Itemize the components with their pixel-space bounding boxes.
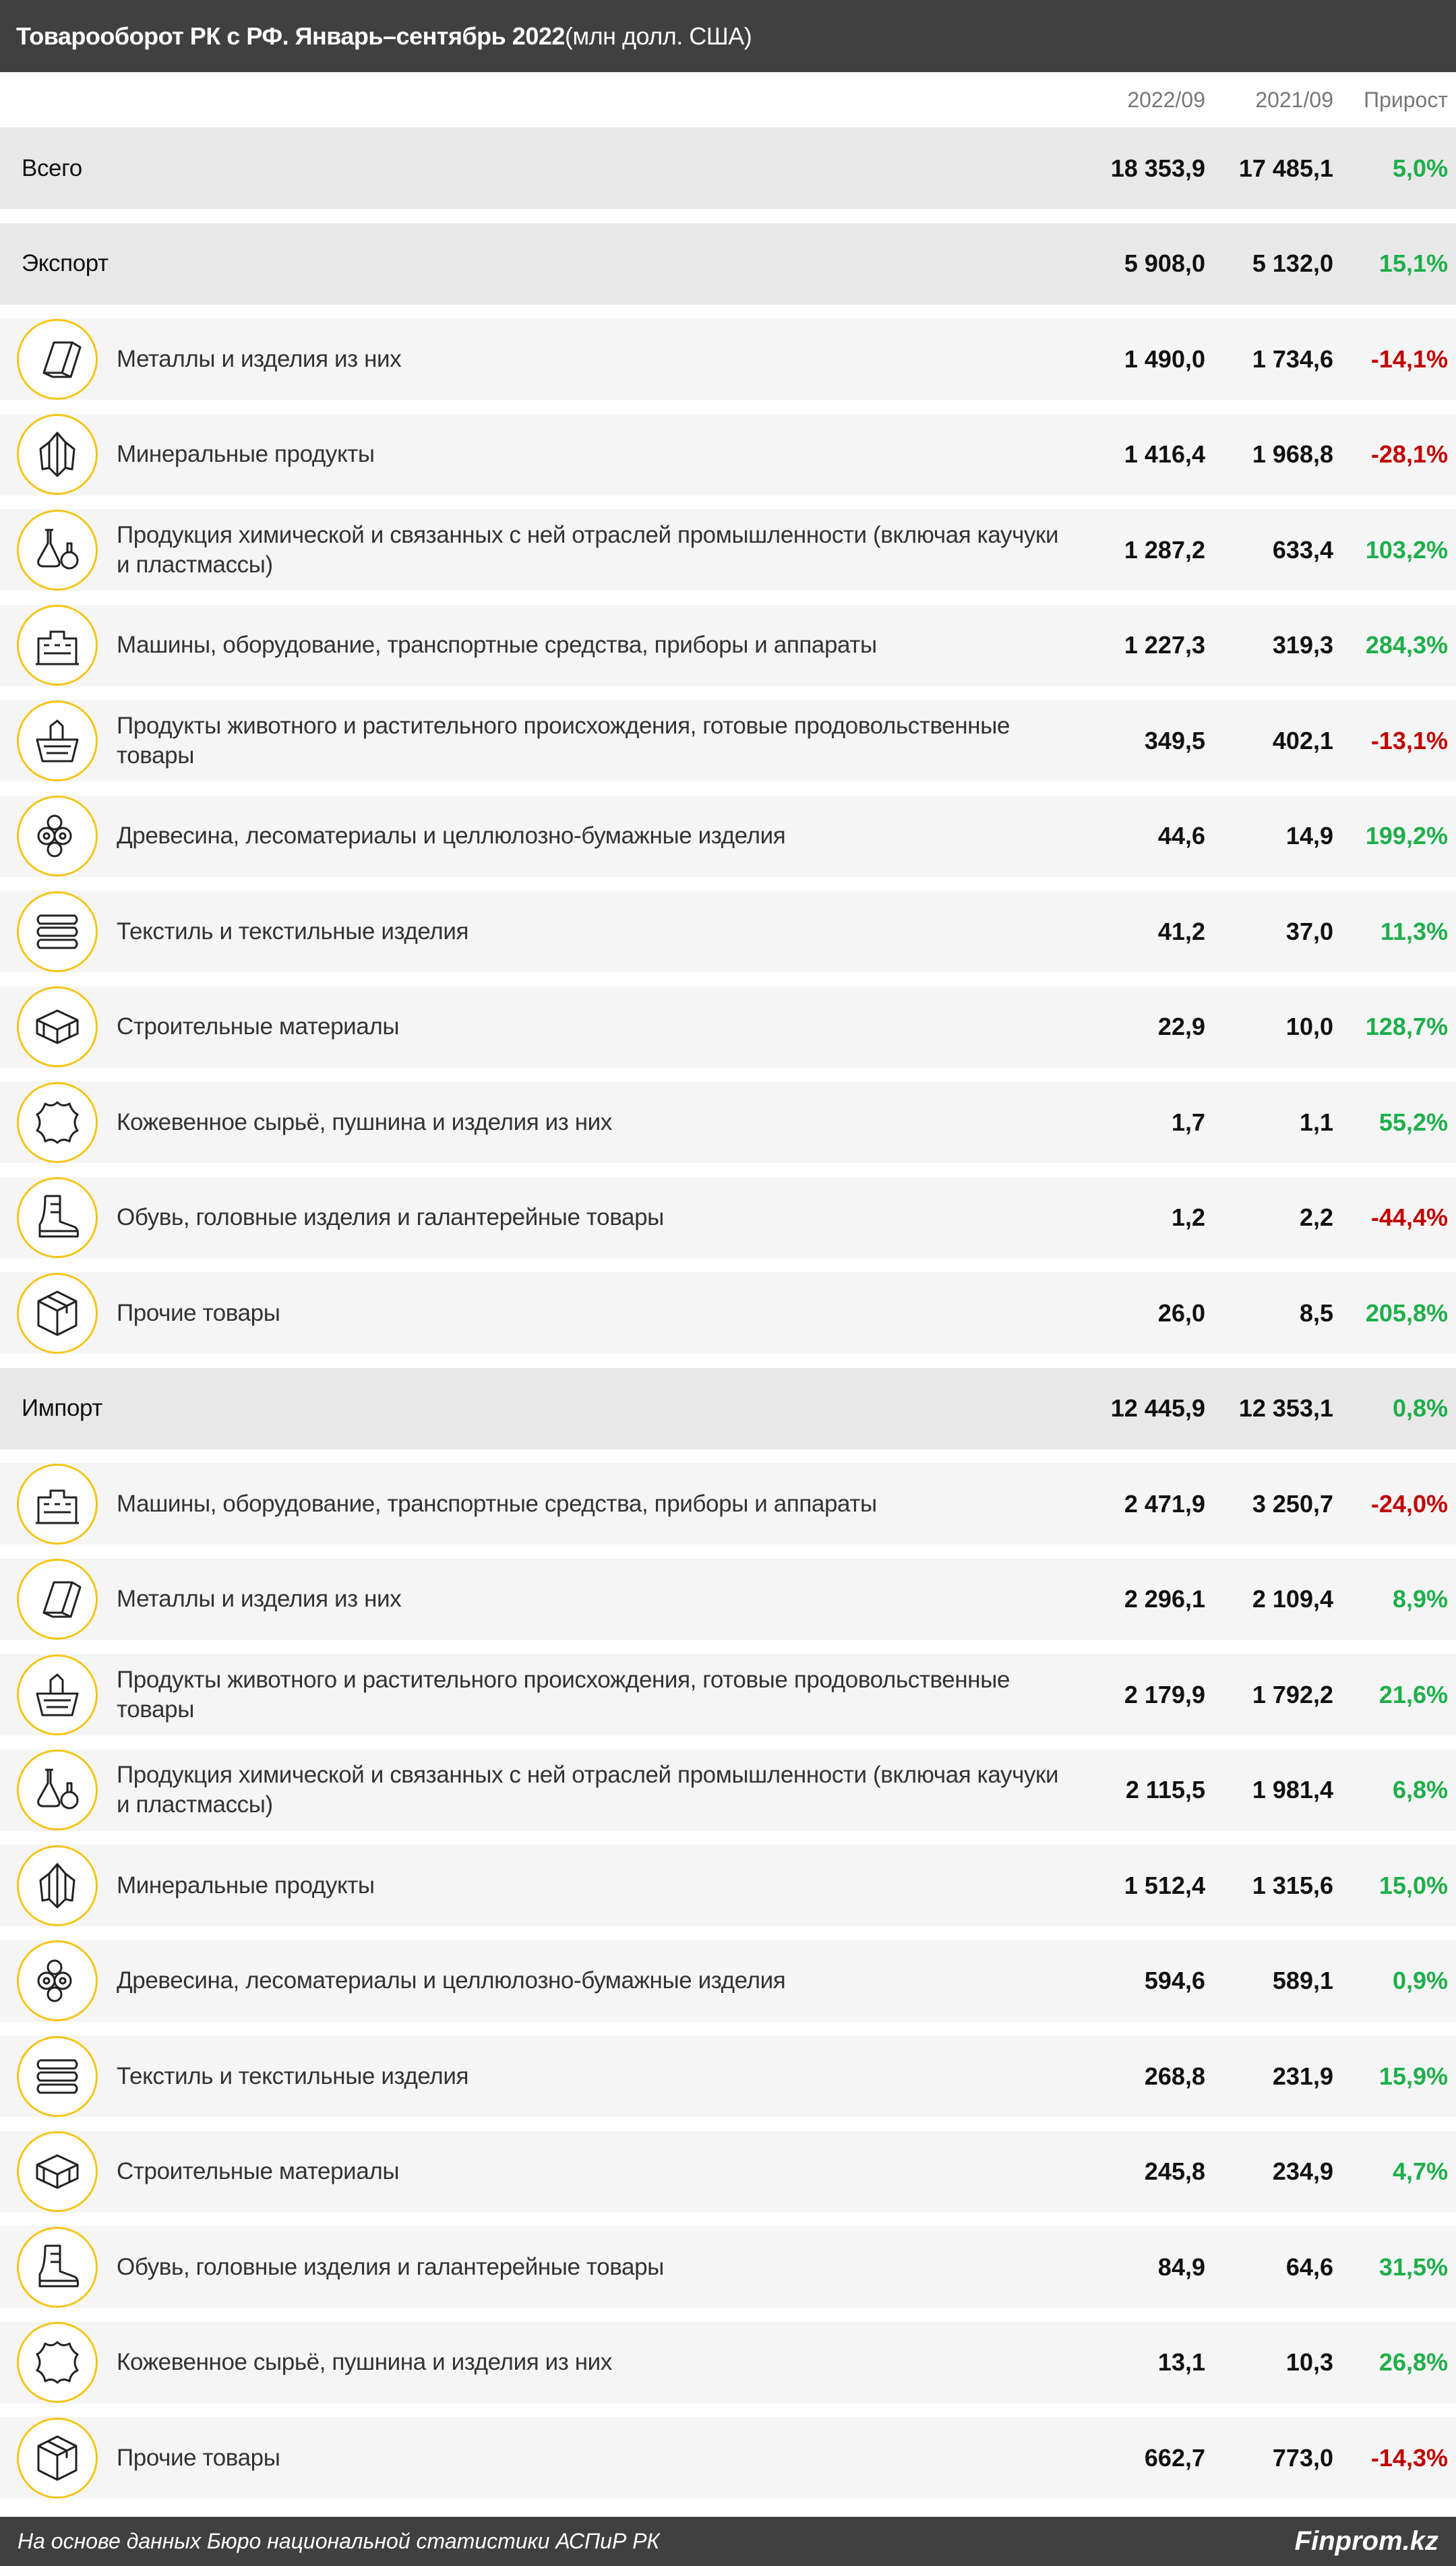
title-units: (млн долл. США) <box>564 22 752 50</box>
row-label: Строительные материалы <box>117 2158 400 2184</box>
growth-value: 6,8% <box>1392 1776 1448 1803</box>
value-2021: 231,9 <box>1272 2062 1333 2090</box>
source-note: На основе данных Бюро национальной статистики АСПиР РК <box>18 2529 660 2553</box>
value-2022: 2 115,5 <box>1125 1776 1205 1803</box>
chemistry-flask-icon <box>17 1750 98 1830</box>
growth-value: 4,7% <box>1392 2157 1448 2185</box>
group-row <box>0 223 1456 305</box>
brick-icon <box>17 986 98 1067</box>
value-2021: 17 485,1 <box>1238 154 1333 182</box>
leather-hide-icon <box>17 2322 98 2403</box>
value-2022: 349,5 <box>1144 726 1205 754</box>
growth-value: 55,2% <box>1378 1108 1448 1136</box>
value-2022: 1 490,0 <box>1124 345 1205 373</box>
value-2022: 1 287,2 <box>1124 535 1205 564</box>
value-2021: 64,6 <box>1285 2252 1333 2281</box>
col-2022: 2022/09 <box>1127 87 1205 112</box>
growth-value: 15,9% <box>1378 2062 1448 2090</box>
value-2022: 5 908,0 <box>1124 249 1205 277</box>
growth-value: 0,9% <box>1392 1967 1448 1994</box>
table-row <box>0 1654 1456 1735</box>
value-2022: 2 179,9 <box>1124 1680 1205 1708</box>
growth-value: 21,6% <box>1378 1680 1448 1708</box>
growth-value: 15,1% <box>1378 249 1448 277</box>
col-2021: 2021/09 <box>1255 87 1333 112</box>
value-2021: 402,1 <box>1272 726 1333 754</box>
row-label: Продукция химической и связанных с ней отраслей промышленности (включая каучуки и пластмассы) <box>117 521 1059 578</box>
table-row <box>0 1272 1456 1354</box>
footer <box>0 2517 1456 2566</box>
wood-logs-icon <box>17 1940 98 2021</box>
table-header <box>0 72 1456 127</box>
value-2022: 12 445,9 <box>1110 1394 1205 1422</box>
machinery-icon <box>17 605 98 686</box>
value-2021: 773,0 <box>1272 2443 1333 2472</box>
value-2022: 18 353,9 <box>1110 154 1205 182</box>
value-2021: 1 315,6 <box>1252 1871 1333 1899</box>
value-2021: 319,3 <box>1272 631 1333 659</box>
table-row <box>0 1845 1456 1926</box>
table-row <box>0 1750 1456 1831</box>
value-2022: 22,9 <box>1157 1013 1205 1040</box>
value-2022: 2 296,1 <box>1124 1585 1205 1613</box>
growth-value: 199,2% <box>1365 822 1448 849</box>
box-icon <box>17 1273 98 1354</box>
food-basket-icon <box>17 700 98 781</box>
box-icon <box>17 2418 98 2499</box>
value-2021: 14,9 <box>1285 822 1333 849</box>
table-row <box>0 2417 1456 2499</box>
value-2021: 12 353,1 <box>1238 1394 1333 1422</box>
metal-ingot-icon <box>17 1559 98 1640</box>
growth-value: 205,8% <box>1365 1299 1448 1327</box>
row-label: Древесина, лесоматериалы и целлюлозно-бумажные изделия <box>117 823 786 849</box>
value-2022: 84,9 <box>1157 2252 1205 2281</box>
machinery-icon <box>17 1464 98 1545</box>
table-row <box>0 796 1456 877</box>
table-row <box>0 1559 1456 1640</box>
value-2021: 633,4 <box>1272 535 1333 564</box>
table-row <box>0 891 1456 972</box>
value-2021: 2 109,4 <box>1252 1585 1333 1613</box>
growth-value: -14,3% <box>1370 2443 1448 2472</box>
value-2021: 37,0 <box>1285 917 1333 945</box>
growth-value: 11,3% <box>1380 917 1448 945</box>
row-label: Кожевенное сырьё, пушнина и изделия из них <box>117 2349 612 2375</box>
col-growth: Прирост <box>1364 87 1448 112</box>
row-label: Машины, оборудование, транспортные средства, приборы и аппараты <box>117 632 877 658</box>
value-2022: 1 416,4 <box>1124 440 1205 468</box>
value-2022: 245,8 <box>1144 2157 1205 2185</box>
growth-value: 128,7% <box>1365 1013 1448 1040</box>
brand-logo: Finprom.kz <box>1294 2526 1438 2556</box>
value-2022: 41,2 <box>1157 917 1205 945</box>
row-label: Древесина, лесоматериалы и целлюлозно-бумажные изделия <box>117 1967 786 1994</box>
row-label: Текстиль и текстильные изделия <box>117 918 469 945</box>
value-2022: 44,6 <box>1157 822 1205 849</box>
table-row <box>0 1940 1456 2022</box>
value-2022: 13,1 <box>1157 2348 1205 2376</box>
row-label: Минеральные продукты <box>117 441 375 467</box>
value-2022: 1,7 <box>1171 1108 1205 1136</box>
row-label: Продукты животного и растительного происхождения, готовые продовольственные товары <box>117 712 1010 769</box>
textile-stack-icon <box>17 2036 98 2117</box>
table-row <box>0 2226 1456 2308</box>
table-row <box>0 1081 1456 1163</box>
group-row <box>0 1368 1456 1450</box>
growth-value: -24,0% <box>1370 1489 1448 1518</box>
table-row <box>0 1463 1456 1545</box>
row-label: Прочие товары <box>117 2444 280 2471</box>
value-2021: 234,9 <box>1272 2157 1333 2185</box>
row-label: Металлы и изделия из них <box>117 1586 402 1612</box>
value-2021: 3 250,7 <box>1252 1489 1333 1518</box>
group-row <box>0 127 1456 209</box>
table-row <box>0 509 1456 591</box>
table-row <box>0 1177 1456 1259</box>
chemistry-flask-icon <box>17 510 98 591</box>
value-2021: 2,2 <box>1299 1203 1333 1231</box>
table-row <box>0 414 1456 496</box>
table-row <box>0 700 1456 781</box>
brick-icon <box>17 2131 98 2212</box>
row-label: Прочие товары <box>117 1299 280 1326</box>
growth-value: 8,9% <box>1392 1585 1448 1613</box>
row-label: Экспорт <box>22 250 109 276</box>
row-label: Продукция химической и связанных с ней отраслей промышленности (включая каучуки и пластмассы) <box>117 1762 1059 1818</box>
growth-value: 103,2% <box>1365 535 1448 564</box>
value-2022: 1 512,4 <box>1124 1871 1205 1899</box>
row-label: Кожевенное сырьё, пушнина и изделия из них <box>117 1108 612 1135</box>
growth-value: 284,3% <box>1365 631 1448 659</box>
row-label: Всего <box>22 154 82 181</box>
crystal-icon <box>17 414 98 495</box>
table-row <box>0 986 1456 1068</box>
value-2021: 1 981,4 <box>1252 1776 1333 1803</box>
value-2022: 268,8 <box>1144 2062 1205 2090</box>
metal-ingot-icon <box>17 319 98 400</box>
page-title <box>0 0 1456 72</box>
title-main: Товарооборот РК с РФ. Январь–сентябрь 2022 <box>16 22 565 50</box>
food-basket-icon <box>17 1654 98 1735</box>
value-2021: 1,1 <box>1299 1108 1333 1136</box>
table-row <box>0 605 1456 686</box>
table-body <box>0 127 1456 2499</box>
value-2022: 1 227,3 <box>1124 631 1205 659</box>
value-2022: 594,6 <box>1144 1967 1205 1994</box>
value-2021: 1 792,2 <box>1252 1680 1333 1708</box>
value-2021: 10,3 <box>1285 2348 1333 2376</box>
textile-stack-icon <box>17 891 98 972</box>
table-row <box>0 2131 1456 2213</box>
growth-value: -28,1% <box>1370 440 1448 468</box>
value-2022: 2 471,9 <box>1124 1489 1205 1518</box>
value-2021: 1 734,6 <box>1252 345 1333 373</box>
growth-value: 26,8% <box>1378 2348 1448 2376</box>
boot-icon <box>17 1177 98 1258</box>
growth-value: 31,5% <box>1378 2252 1448 2281</box>
table-row <box>0 2322 1456 2404</box>
value-2021: 1 968,8 <box>1252 440 1333 468</box>
value-2021: 5 132,0 <box>1252 249 1333 277</box>
row-label: Металлы и изделия из них <box>117 345 402 372</box>
row-label: Текстиль и текстильные изделия <box>117 2062 469 2089</box>
row-label: Минеральные продукты <box>117 1872 375 1899</box>
growth-value: -13,1% <box>1370 726 1448 754</box>
value-2021: 10,0 <box>1285 1013 1333 1040</box>
growth-value: 5,0% <box>1392 154 1448 182</box>
growth-value: -14,1% <box>1370 345 1448 373</box>
row-label: Продукты животного и растительного происхождения, готовые продовольственные товары <box>117 1666 1010 1723</box>
row-label: Импорт <box>22 1395 102 1421</box>
wood-logs-icon <box>17 796 98 876</box>
boot-icon <box>17 2227 98 2308</box>
growth-value: 15,0% <box>1378 1871 1448 1899</box>
value-2022: 1,2 <box>1171 1203 1205 1231</box>
crystal-icon <box>17 1845 98 1926</box>
value-2021: 589,1 <box>1272 1967 1333 1994</box>
table-row <box>0 2035 1456 2117</box>
row-label: Обувь, головные изделия и галантерейные товары <box>117 2253 664 2280</box>
growth-value: -44,4% <box>1370 1203 1448 1231</box>
value-2022: 26,0 <box>1157 1299 1205 1327</box>
row-label: Обувь, головные изделия и галантерейные товары <box>117 1204 664 1230</box>
leather-hide-icon <box>17 1082 98 1163</box>
value-2022: 662,7 <box>1144 2443 1205 2472</box>
growth-value: 0,8% <box>1392 1394 1448 1422</box>
row-label: Строительные материалы <box>117 1013 400 1040</box>
table-row <box>0 318 1456 400</box>
value-2021: 8,5 <box>1299 1299 1333 1327</box>
row-label: Машины, оборудование, транспортные средства, приборы и аппараты <box>117 1490 877 1517</box>
